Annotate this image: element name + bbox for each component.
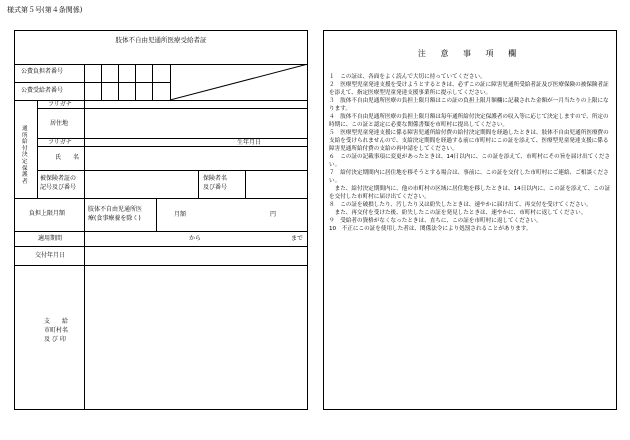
from-label: から <box>189 235 202 242</box>
certificate-title: 肢体不自由児通所医療受給者証 <box>115 36 207 44</box>
copay-type-line2: 療(食事療養を除く) <box>88 215 141 222</box>
insured-card-label-line1: 被保険者証の <box>40 175 77 182</box>
note-item: ４ 肢体不自由児通所医療の負担上限月額は毎年通所給付決定保護者の収入等に応じて決定しますので、所定の時期に、この証と認定に必要な関係書類を市町村に提出してください。 <box>329 114 609 128</box>
insurer-label-line2: 及び番号 <box>203 184 228 191</box>
furigana-label-2: フリガナ <box>48 139 72 146</box>
issuer-label-line1: 支 給 <box>44 318 69 325</box>
birthdate-label: 生年月日 <box>237 139 262 146</box>
until-label: まで <box>291 235 304 242</box>
issuer-label-line2: 市町村名 <box>44 327 69 334</box>
note-item: 10 不正にこの証を使用した者は、関係法令により処罰されることがあります。 <box>329 226 532 232</box>
monthly-label: 月額 <box>174 211 187 218</box>
note-item: ２ 医療型児童発達支援を受けようとするときは、必ずこの証に障害児通所受給者証及び医療保険の被保険者証を添えて、指定医療型児童発達支援事業所に提示してください。 <box>329 82 609 96</box>
note-item: ７ 給付決定期間内に居住地を移そうとする場合は、事前に、この証を交付した市町村にご連絡、ご相談ください。 <box>329 170 609 184</box>
public-payer-number-label: 公費負担者番号 <box>21 68 64 75</box>
note-item: １ この証は、各面をよく読んで大切に持っていてください。 <box>329 74 486 80</box>
note-item: ３ 肢体不自由児通所医療の負担上限月額はこの証の負担上限月額欄に記載された金額が一月当たりの上限になります。 <box>329 98 609 112</box>
yen-label: 円 <box>270 211 277 218</box>
public-recipient-number-label: 公費受給者番号 <box>21 87 64 94</box>
diagonal-strike <box>170 64 308 100</box>
note-item: また、給付決定期間内に、他の市町村の区域に居住地を移したときは、14日以内に、この証を添えて、この証を交付した市町村に届け出てください。 <box>329 186 611 200</box>
issuer-label-line3: 及 び 印 <box>44 336 66 343</box>
notes-list <box>329 73 611 233</box>
notes-panel <box>323 30 617 410</box>
address-label: 居住地 <box>50 120 69 127</box>
note-item: ５ 医療型児童発達支援に係る障害児通所給付費の給付決定期間を経過したときは、肢体不自由児通所医療費の支給を受けられませんので、支給決定期間を経過する前に市町村にこの証を添えて、医療型児童発達支援に係る障害児通所給付費の支給の再申請をしてください。 <box>329 130 609 152</box>
note-item: また、再交付を受けた後、紛失したこの証を発見したときは、速やかに、市町村に返してください。 <box>329 210 587 216</box>
copay-type-line1: 肢体不自由児通所医 <box>88 206 143 213</box>
recipient-group-label: 通所給付決定保護者 <box>22 126 28 185</box>
issue-date-label: 交付年月日 <box>35 252 66 259</box>
insurer-label-line1: 保険者名 <box>203 175 228 182</box>
notes-title: 注 意 事 項 欄 <box>417 49 523 58</box>
form-number: 様式第５号(第４条関係) <box>7 6 83 14</box>
certificate-form <box>14 30 308 410</box>
copay-limit-label: 負担上限月額 <box>29 210 66 217</box>
name-label: 氏 名 <box>55 154 80 161</box>
period-label: 適用期間 <box>38 235 63 242</box>
insured-card-label-line2: 記号及び番号 <box>40 184 77 191</box>
note-item: ８ この証を破損したり、汚したり又は紛失したときは、速やかに届け出て、再交付を受けてください。 <box>329 202 592 208</box>
note-item: ９ 受給者の資格がなくなったときは、直ちに、この証を市町村に返してください。 <box>329 218 542 224</box>
furigana-label-1: フリガナ <box>48 101 72 108</box>
note-item: ６ この証の記載事項に変更があったときは、14日以内に、この証を添えて、市町村にその旨を届け出てください。 <box>329 154 611 168</box>
